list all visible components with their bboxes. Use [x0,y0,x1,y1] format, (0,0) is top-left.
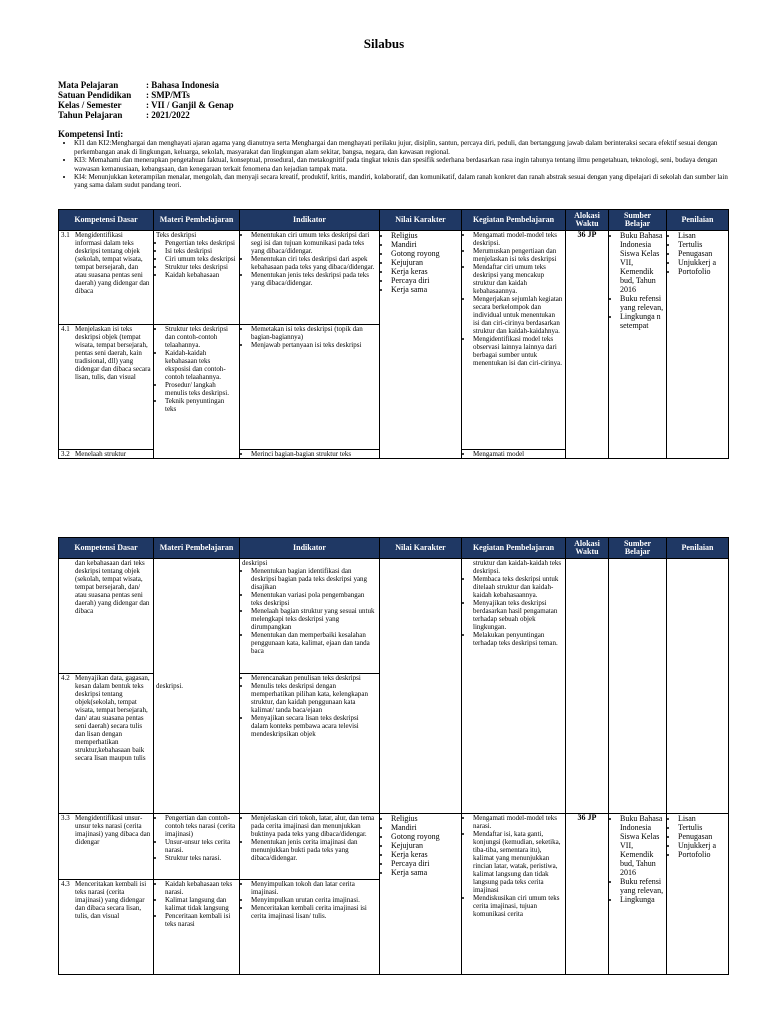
table-header-row [59,210,729,231]
header-kompetensi-dasar: Kompetensi Dasar [59,538,154,559]
meta-row [58,110,234,120]
header-alokasi-waktu: Alokasi Waktu [566,210,609,231]
kd-indent [61,559,75,615]
cell-kegiatan [462,450,566,459]
list-item: • Merencanakan penulisan teks deskripsi [251,674,377,682]
list-item: • Gotong royong [391,832,459,841]
table-row [59,559,729,674]
list-item: • Penceritaan kembali isi teks narasi [165,912,237,928]
list-item: • Portofolio [678,850,726,859]
header-kompetensi-dasar: Kompetensi Dasar [59,210,154,231]
header-indikator: Indikator [240,210,380,231]
list-item: • Merumuskan pengertiaan dan menjelaskan isi teks deskripsi [473,247,563,263]
cell-materi [154,231,240,325]
sumber-list [611,231,664,330]
list-item: • Buku Bahasa Indonesia Siswa Kelas VII, Kemendik bud, Tahun 2016 [620,814,664,877]
list-item: • Mendaftar isi, kata ganti, konjungsi (kemudian, seketika, tiba-tiba, sementara itu), kalimat yang menunjukkan rincian latar, watak, peristiwa, kalimat langsung dan tidak langsung pada teks cerita imajinasi [473,830,563,894]
indikator-list [242,325,377,349]
meta-label: Satuan Pendidikan [58,90,132,100]
list-item: • Kaidah kebahasaan [165,271,237,279]
list-item: • Menyajikan secara lisan teks deskripsi dalam konteks pembawa acara televisi mendeskripsikan objek [251,714,377,738]
list-item: • Gotong royong [391,249,459,258]
list-item: • Teknik penyuntingan teks [165,397,237,413]
list-item: • Percaya diri [391,859,459,868]
kegiatan-list [464,231,563,367]
cell-indikator [240,231,380,325]
list-item: • Buku Bahasa Indonesia Siswa Kelas VII, Kemendik bud, Tahun 2016 [620,231,664,294]
meta-row [58,80,234,90]
list-item: • Menyajikan teks deskripsi berdasarkan hasil pengamatan terhadap sebuah objek lingkungan. [473,599,563,631]
list-item: • Tertulis [678,823,726,832]
list-item: • Mengamati model-model teks narasi. [473,814,563,830]
karakter-list [382,814,459,877]
list-item: • Menelaah bagian struktur yang sesuai untuk melengkapi teks deskripsi yang dirumpangkan [251,607,377,631]
indikator-list [242,880,377,920]
cell-kd [59,880,154,975]
list-item: • Mendiskusikan ciri umum teks cerita imajinasi, tujuan komunikasi cerita [473,894,563,918]
list-item: • Struktur teks deskripsi [165,263,237,271]
kegiatan-list [464,575,563,647]
list-item: • Lisan [678,814,726,823]
meta-info [58,80,234,120]
list-item: • Lingkunga n setempat [620,312,664,330]
list-item: • Mandiri [391,823,459,832]
list-item: • Prosedur/ langkah menulis teks deskripsi. [165,381,237,397]
meta-label: Kelas / Semester [58,100,122,110]
list-item: • Menjawab pertanyaan isi teks deskripsi [251,341,377,349]
cell-kd [59,559,154,674]
ki-item: • KI3: Memahami dan menerapkan pengetahuan faktual, konseptual, prosedural, dan metakognitif pada tingkat teknis dan spesifik sederhana berdasarkan rasa ingin tahunya tentang ilmu pengetahuan, teknologi, seni, budaya dengan wawasan kemanusiaan, kebangsaan, dan kenegaraan terkait fenomena dan kejadian tampak mata. [74,156,730,173]
kd-number: 4.2 [61,674,70,682]
cell-materi: deskripsi. [154,559,240,814]
list-item: • Percaya diri [391,276,459,285]
list-item: • Struktur teks narasi. [165,854,237,862]
kd-number: 4.1 [61,325,70,333]
cell-kd [59,674,154,814]
kd-text: Mengidentifikasi informasi dalam teks deskripsi tentang objek (sekolah, tempat wisata, tempat bersejarah, dan atau suasana pentas seni daerah) yang didengar dan dibaca [75,231,150,295]
kompetensi-inti-title: Kompetensi Inti: [58,129,124,139]
cell-kegiatan [462,231,566,450]
meta-value: : VII / Ganjil & Genap [146,100,234,110]
list-item: • Menentukan dan memperbaiki kesalahan penggunaan kata, kalimat, ejaan dan tanda baca [251,631,377,655]
list-item: • Menentukan jenis teks deskripsi pada teks yang dibaca/didengar. [251,271,377,287]
list-item: • Religius [391,231,459,240]
list-item: • Menentukan ciri teks deskripsi dari aspek kebahasaan pada teks yang dibaca/didengar. [251,255,377,271]
cell-indikator [240,325,380,450]
cell-indikator [240,880,380,975]
cell-penilaian [667,231,729,459]
materi-list [156,814,237,862]
cell-nilai-karakter [380,559,462,814]
cell-alokasi-waktu [566,559,609,814]
list-item: • Kerja keras [391,850,459,859]
cell-sumber-belajar [609,559,667,814]
list-item: • Kerja sama [391,868,459,877]
list-item: • Unsur-unsur teks cerita narasi. [165,838,237,854]
list-item: • Pengertian teks deskripsi [165,239,237,247]
header-nilai-karakter: Nilai Karakter [380,538,462,559]
list-item: • Struktur teks deskripsi dan contoh-contoh telaahannya. [165,325,237,349]
list-item: • Memetakan isi teks deskripsi (topik dan bagian-bagiannya) [251,325,377,341]
table-row [59,231,729,325]
cell-nilai-karakter [380,814,462,975]
list-item: • Menceritakan kembali cerita imajinasi isi cerita imajinasi lisan/ tulis. [251,904,377,920]
table-header-row [59,538,729,559]
list-item: • Menyimpulkan urutan cerita imajinasi. [251,896,377,904]
kd-number: 3.3 [61,814,70,822]
cell-materi [154,880,240,975]
silabus-table-2 [58,537,729,975]
kegiatan-list [464,814,563,918]
kompetensi-inti [58,130,730,190]
materi-heading: Teks deskripsi [156,231,197,239]
header-materi: Materi Pembelajaran [154,538,240,559]
list-item: • Buku refensi yang relevan, [620,294,664,312]
list-item: • Kerja sama [391,285,459,294]
kd-number: 3.2 [61,450,70,458]
kd-number: 4.3 [61,880,70,888]
ki-item: • KI4: Menunjukkan keterampilan menalar, mengolah, dan menyaji secara kreatif, produktif, kritis, mandiri, kolaboratif, dan komunikatif, dalam ranah konkret dan ranah abstrak sesuai dengan yang dipelajari di sekolah dan sumber lain yang sama dalam sudut pandang teori. [74,173,730,190]
list-item: • Ciri umum teks deskripsi [165,255,237,263]
list-item: • Tertulis [678,240,726,249]
list-item: • Kejujuran [391,841,459,850]
list-item: • Lingkunga [620,895,664,904]
list-item: • Membaca teks deskripsi untuk ditelaah struktur dan kaidah-kaidah kebahasaannya. [473,575,563,599]
kd-text: Mengidentifikasi unsur-unsur teks narasi (cerita imajinasi) yang dibaca dan didengar [75,814,151,846]
kompetensi-inti-list [58,139,730,189]
list-item: • Isi teks deskripsi [165,247,237,255]
list-item: • Menjelaskan ciri tokoh, latar, alur, dan tema pada cerita imajinasi dan menunjukkan buktinya pada teks yang dibaca/didengar. [251,814,377,838]
kegiatan-continued: struktur dan kaidah-kaidah teks deskripsi. [473,559,562,575]
list-item: • Kaidah kebahasaan teks narasi. [165,880,237,896]
list-item: • Kalimat langsung dan kalimat tidak langsung [165,896,237,912]
header-sumber-belajar: Sumber Belajar [609,538,667,559]
list-item: • Unjukkerj a [678,258,726,267]
cell-alokasi-waktu: 36 JP [566,814,609,975]
silabus-table-1 [58,209,729,459]
list-item: • Menentukan jenis cerita imajinasi dan menunjukkan bukti pada teks yang dibaca/didengar. [251,838,377,862]
list-item: • Portofolio [678,267,726,276]
meta-value: : SMP/MTs [146,90,190,100]
list-item: • Unjukkerj a [678,841,726,850]
list-item: • Kaidah-kaidah kebahasaan teks eksposisi dan contoh-contoh telaahannya. [165,349,237,381]
meta-value: : 2021/2022 [146,110,190,120]
table-row [59,814,729,880]
kd-number: 3.1 [61,231,70,239]
cell-indikator [240,450,380,459]
list-item: • Merinci bagian-bagian struktur teks [251,450,377,458]
materi-list [156,325,237,413]
cell-kd [59,231,154,325]
header-indikator: Indikator [240,538,380,559]
list-item: • Menentukan bagian identifikasi dan deskripsi bagian pada teks deskripsi yang disajikan [251,567,377,591]
list-item: • Menentukan variasi pola pengembangan teks deskripsi [251,591,377,607]
kd-text: Menyajikan data, gagasan, kesan dalam bentuk teks deskripsi tentang objek(sekolah, tempat wisata, tempat bersejarah, dan/ atau suasana pentas seni daerah) secara tulis dan lisan dengan memperhatikan struktur,kebahasaan baik secara lisan maupun tulis [75,674,150,762]
header-penilaian: Penilaian [667,210,729,231]
list-item: • Kejujuran [391,258,459,267]
materi-list [156,880,237,928]
karakter-list [382,231,459,294]
cell-kd [59,325,154,450]
cell-kd [59,814,154,880]
list-item: • Mandiri [391,240,459,249]
kegiatan-list [464,450,563,458]
header-sumber-belajar: Sumber Belajar [609,210,667,231]
cell-sumber-belajar [609,814,667,975]
list-item: • Mengidentifikasi model teks observasi lainnya lainnya dari berbagai sumber untuk menentukan isi dan ciri-cirinya. [473,335,563,367]
ki-item: • KI1 dan KI2:Menghargai dan menghayati ajaran agama yang dianutnya serta Menghargai dan menghayati perilaku jujur, disiplin, santun, percaya diri, peduli, dan bertanggung jawab dalam berinteraksi secara efektif sesuai dengan perkembangan anak di lingkungan, keluarga, sekolah, masyarakat dan lingkungan alam sekitar, bangsa, negara, dan kawasan regional. [74,139,730,156]
list-item: • Buku refensi yang relevan, [620,877,664,895]
header-alokasi-waktu: Alokasi Waktu [566,538,609,559]
cell-indikator [240,674,380,814]
list-item: • Menulis teks deskripsi dengan memperhatikan pilihan kata, kelengkapan struktur, dan kaidah penggunaan kata kalimat/ tanda baca/ejaan [251,682,377,714]
cell-nilai-karakter [380,231,462,459]
indikator-list [242,814,377,862]
meta-value: : Bahasa Indonesia [146,80,220,90]
list-item: • Penugasan [678,249,726,258]
list-item: • Mendaftar ciri umum teks deskripsi yang mencakup struktur dan kaidah kebahasaannya. [473,263,563,295]
materi-list [156,239,237,279]
penilaian-list [669,814,726,859]
header-kegiatan: Kegiatan Pembelajaran [462,538,566,559]
meta-row [58,90,234,100]
header-materi: Materi Pembelajaran [154,210,240,231]
meta-label: Mata Pelajaran [58,80,119,90]
list-item: • Mengamati model [473,450,563,458]
cell-penilaian [667,814,729,975]
cell-sumber-belajar [609,231,667,459]
cell-penilaian [667,559,729,814]
cell-kd [59,450,154,459]
kd-text: dan kebahasaan dari teks deskripsi tentang objek (sekolah, tempat wisata, tempat bersejarah, dan/ atau suasana pentas seni daerah) yang didengar dan dibaca [75,559,150,615]
list-item: • Kerja keras [391,267,459,276]
sumber-list [611,814,664,904]
list-item: • Pengertian dan contoh-contoh teks narasi (cerita imajinasi) [165,814,237,838]
cell-indikator [240,814,380,880]
kd-text: Menjelaskan isi teks deskripsi objek (tempat wisata, tempat bersejarah, pentas seni daerah, kain tradisional, dll) yang didengar dan dibaca secara lisan, tulis, dan visual [75,325,151,381]
header-nilai-karakter: Nilai Karakter [380,210,462,231]
kd-text: Menelaah struktur [75,450,127,458]
meta-row [58,100,234,110]
page-title: Silabus [363,36,405,51]
cell-kegiatan [462,814,566,975]
indikator-continued: deskripsi [242,559,268,567]
list-item: • Religius [391,814,459,823]
penilaian-list [669,231,726,276]
list-item: • Mengamati model-model teks deskripsi. [473,231,563,247]
list-item: • Menentukan ciri umum teks deskripsi dari segi isi dan tujuan komunikasi pada teks yang dibaca/didengar. [251,231,377,255]
cell-materi [154,325,240,459]
meta-label: Tahun Pelajaran [58,110,123,120]
indikator-list [242,674,377,738]
cell-indikator [240,559,380,674]
list-item: • Melakukan penyuntingan terhadap teks deskripsi teman. [473,631,563,647]
header-penilaian: Penilaian [667,538,729,559]
header-kegiatan: Kegiatan Pembelajaran [462,210,566,231]
cell-alokasi-waktu: 36 JP [566,231,609,459]
list-item: • Mengerjakan sejumlah kegiatan secara berkelompok dan individual untuk menentukan isi dan ciri-cirinya berdasarkan struktur dan kaidah-kaidahnya. [473,295,563,335]
indikator-list [242,450,377,458]
list-item: • Menyimpulkan tokoh dan latar cerita imajinasi. [251,880,377,896]
kd-text: Menceritakan kembali isi teks narasi (cerita imajinasi) yang didengar dan dibaca secara lisan, tulis, dan visual [75,880,147,920]
list-item: • Lisan [678,231,726,240]
indikator-list [242,231,377,287]
list-item: • Penugasan [678,832,726,841]
indikator-list [242,567,377,655]
cell-kegiatan [462,559,566,814]
cell-materi [154,814,240,880]
